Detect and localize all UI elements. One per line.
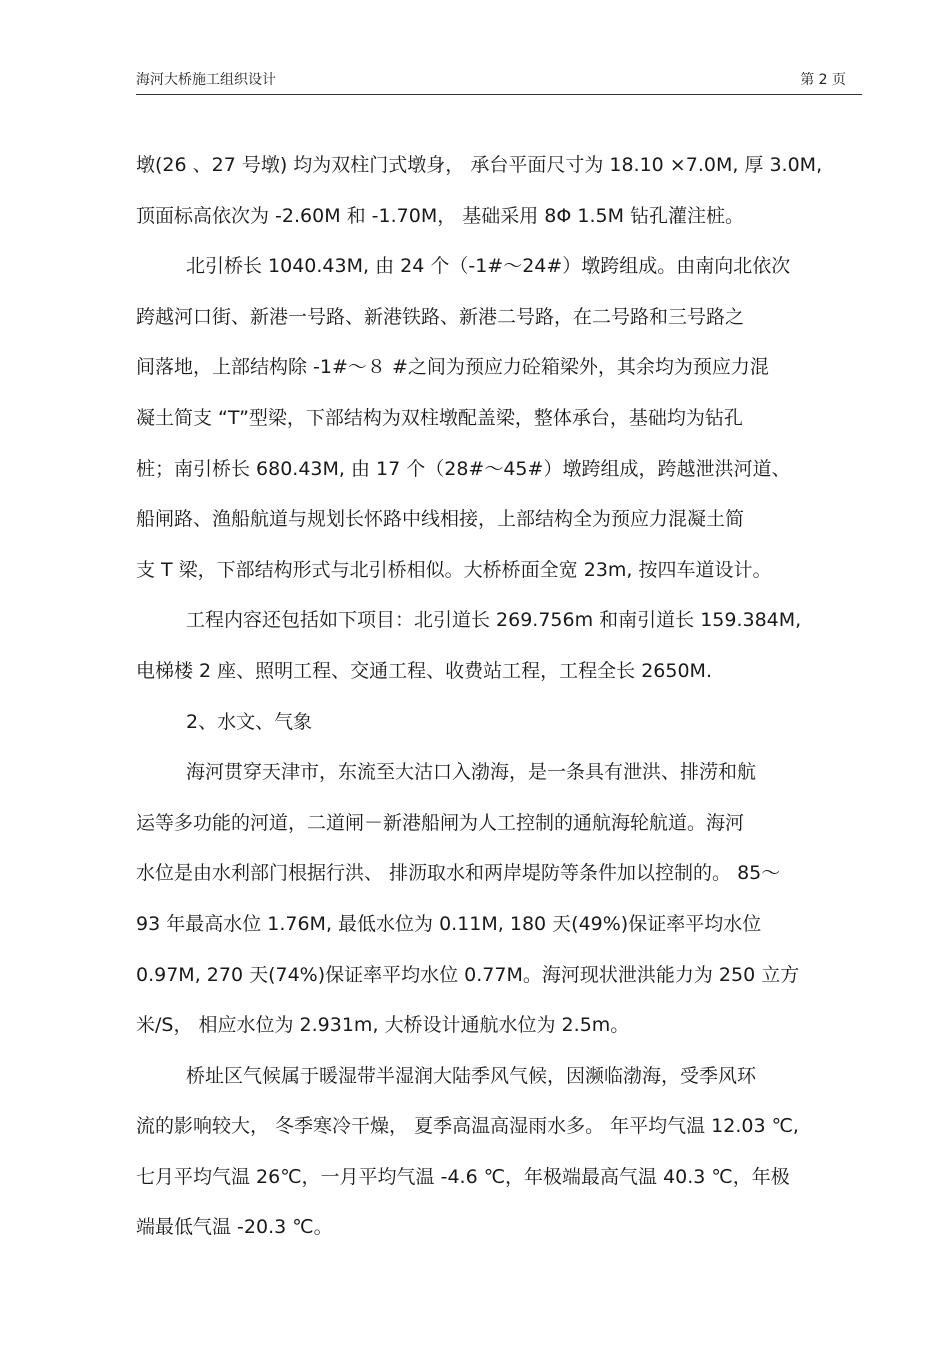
text-line: 流的影响较大， 冬季寒冷干燥， 夏季高温高湿雨水多。 年平均气温 12.03 ℃,	[136, 1115, 799, 1138]
text-line: 电梯楼 2 座、照明工程、交通工程、收费站工程，工程全长 2650M.	[136, 659, 712, 682]
page-number: 第 2 页	[800, 72, 846, 88]
text-line: 米/S， 相应水位为 2.931m, 大桥设计通航水位为 2.5m。	[136, 1014, 630, 1037]
text-line: 93 年最高水位 1.76M, 最低水位为 0.11M, 180 天(49%)保证率平均水位	[136, 912, 762, 935]
text-line: 0.97M, 270 天(74%)保证率平均水位 0.77M。海河现状泄洪能力为 250 立方	[136, 963, 800, 986]
text-line: 墩(26 、27 号墩) 均为双柱门式墩身， 承台平面尺寸为 18.10 ×7.0M, 厚 3.0M,	[136, 154, 823, 176]
text-line: 船闸路、渔船航道与规划长怀路中线相接，上部结构全为预应力混凝土简	[136, 508, 745, 531]
text-line: 海河贯穿天津市，东流至大沽口入渤海，是一条具有泄洪、排涝和航	[186, 761, 757, 784]
text-line: 七月平均气温 26℃，一月平均气温 -4.6 ℃，年极端最高气温 40.3 ℃，年极	[136, 1165, 790, 1188]
text-line: 运等多功能的河道，二道闸－新港船闸为人工控制的通航海轮航道。海河	[136, 811, 745, 834]
text-line: 2、水文、气象	[186, 710, 313, 733]
text-line: 顶面标高依次为 -2.60M 和 -1.70M， 基础采用 8Φ 1.5M 钻孔灌注桩。	[136, 204, 745, 227]
text-line: 桩；南引桥长 680.43M, 由 17 个（28#～45#）墩跨组成，跨越泄洪河道、	[136, 457, 791, 480]
text-line: 工程内容还包括如下项目：北引道长 269.756m 和南引道长 159.384M,	[186, 609, 802, 632]
body-text	[136, 140, 866, 1253]
text-line: 桥址区气候属于暖湿带半湿润大陆季风气候，因濒临渤海，受季风环	[186, 1064, 757, 1087]
document-title: 海河大桥施工组织设计	[136, 72, 276, 88]
text-line: 凝土简支 “T”型梁，下部结构为双柱墩配盖梁，整体承台，基础均为钻孔	[136, 406, 743, 429]
text-line: 北引桥长 1040.43M, 由 24 个（-1#～24#）墩跨组成。由南向北依次	[186, 255, 791, 278]
text-line: 跨越河口街、新港一号路、新港铁路、新港二号路，在二号路和三号路之	[136, 305, 745, 328]
text-line: 间落地，上部结构除 -1#～８ #之间为预应力砼箱梁外，其余均为预应力混	[136, 356, 769, 379]
text-line: 端最低气温 -20.3 ℃。	[136, 1216, 333, 1239]
text-line: 支 T 梁，下部结构形式与北引桥相似。大桥桥面全宽 23m, 按四车道设计。	[136, 558, 772, 581]
text-line: 水位是由水利部门根据行洪、 排沥取水和两岸堤防等条件加以控制的。 85～	[136, 862, 781, 885]
page-header	[136, 70, 862, 95]
